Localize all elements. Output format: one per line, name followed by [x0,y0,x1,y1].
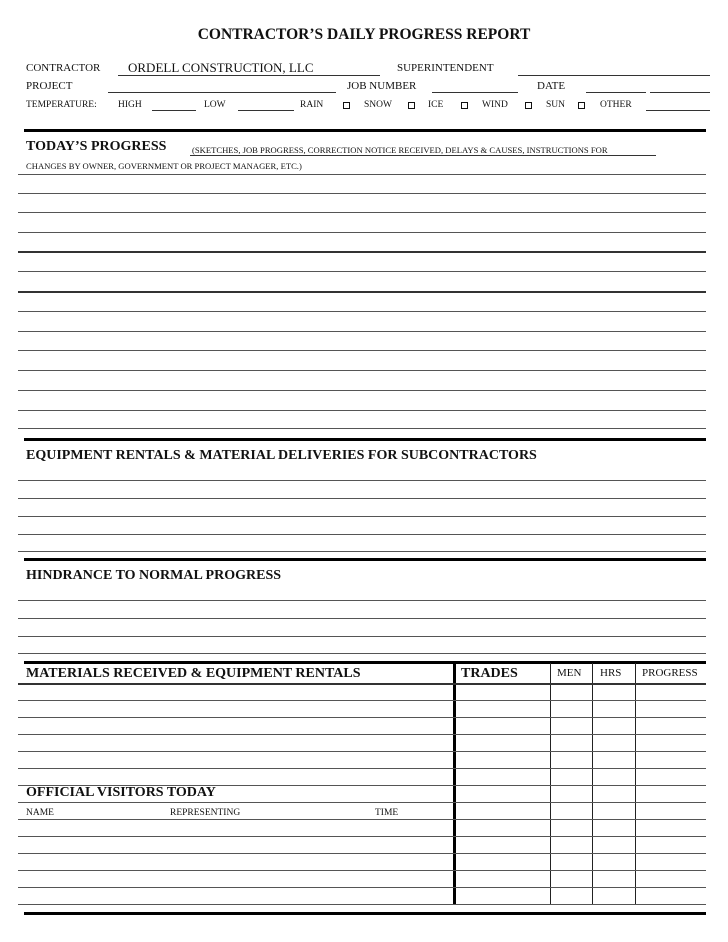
sun-label: SUN [546,100,566,110]
snow-label: SNOW [364,100,392,110]
equipment-heading: EQUIPMENT RENTALS & MATERIAL DELIVERIES FOR SUBCONTRACTORS [26,448,537,463]
wind-checkbox[interactable] [461,102,468,109]
date-field[interactable] [586,92,646,93]
trades-col-men: MEN [557,667,582,679]
temperature-label: TEMPERATURE: [26,100,97,110]
writing-line[interactable] [18,498,706,499]
trades-col-progress: PROGRESS [642,667,698,679]
job-number-field[interactable] [432,92,518,93]
job-number-label: JOB NUMBER [347,80,417,92]
progress-note-underline [190,155,656,156]
writing-line[interactable] [18,390,706,391]
sun-checkbox[interactable] [525,102,532,109]
equipment-section-divider [24,558,706,561]
high-temp-field[interactable] [152,110,196,111]
date-field-extra[interactable] [650,92,710,93]
low-temp-field[interactable] [238,110,294,111]
writing-line[interactable] [18,717,706,718]
header-divider [24,129,706,132]
writing-line[interactable] [18,551,706,552]
superintendent-field[interactable] [518,75,710,76]
writing-line[interactable] [18,271,706,272]
rain-label: RAIN [300,100,324,110]
writing-line[interactable] [18,516,706,517]
ice-checkbox[interactable] [408,102,415,109]
writing-line[interactable] [18,212,706,213]
writing-line[interactable] [18,734,706,735]
writing-line[interactable] [18,636,706,637]
writing-line[interactable] [18,534,706,535]
low-label: LOW [204,100,226,110]
contractor-underline [118,75,380,76]
other-label: OTHER [600,100,632,110]
writing-line[interactable] [18,836,706,837]
writing-line[interactable] [18,802,706,803]
writing-line[interactable] [18,251,706,253]
writing-line[interactable] [18,410,706,411]
progress-section-divider [24,438,706,441]
visitors-col-time: TIME [375,808,399,818]
writing-line[interactable] [18,370,706,371]
trades-heading: TRADES [461,666,518,681]
writing-line[interactable] [18,174,706,175]
materials-heading: MATERIALS RECEIVED & EQUIPMENT RENTALS [26,666,361,681]
visitors-col-name: NAME [26,808,54,818]
date-label: DATE [537,80,566,92]
ice-label: ICE [428,100,444,110]
writing-line[interactable] [18,428,706,429]
hindrance-heading: HINDRANCE TO NORMAL PROGRESS [26,568,282,583]
project-label: PROJECT [26,80,73,92]
writing-line[interactable] [18,193,706,194]
report-title: CONTRACTOR’S DAILY PROGRESS REPORT [197,26,531,43]
snow-checkbox[interactable] [343,102,350,109]
writing-line[interactable] [18,870,706,871]
progress-note-line2: CHANGES BY OWNER, GOVERNMENT OR PROJECT MANAGER, ETC.) [26,161,302,171]
writing-line[interactable] [18,904,706,905]
superintendent-label: SUPERINTENDENT [397,62,494,74]
writing-line[interactable] [18,653,706,654]
progress-heading: TODAY’S PROGRESS [26,139,167,154]
writing-line[interactable] [18,480,706,481]
writing-line[interactable] [18,768,706,769]
writing-line[interactable] [18,683,706,685]
progress-note-line1: (SKETCHES, JOB PROGRESS, CORRECTION NOTICE RECEIVED, DELAYS & CAUSES, INSTRUCTIONS FOR [192,145,608,155]
writing-line[interactable] [18,618,706,619]
wind-label: WIND [482,100,508,110]
writing-line[interactable] [18,887,706,888]
other-weather-field[interactable] [646,110,710,111]
writing-line[interactable] [18,350,706,351]
writing-line[interactable] [18,311,706,312]
footer-divider [24,912,706,915]
trades-col-hrs: HRS [600,667,622,679]
writing-line[interactable] [18,853,706,854]
writing-line[interactable] [18,700,706,701]
visitors-col-representing: REPRESENTING [170,808,241,818]
hindrance-section-divider [24,661,706,664]
writing-line[interactable] [18,291,706,293]
contractor-label: CONTRACTOR [26,62,101,74]
high-label: HIGH [118,100,142,110]
other-checkbox[interactable] [578,102,585,109]
writing-line[interactable] [18,331,706,332]
writing-line[interactable] [18,819,706,820]
visitors-heading: OFFICIAL VISITORS TODAY [26,785,216,800]
writing-line[interactable] [18,751,706,752]
project-field[interactable] [108,92,336,93]
writing-line[interactable] [18,232,706,233]
writing-line[interactable] [18,600,706,601]
contractor-value[interactable]: ORDELL CONSTRUCTION, LLC [128,60,314,75]
